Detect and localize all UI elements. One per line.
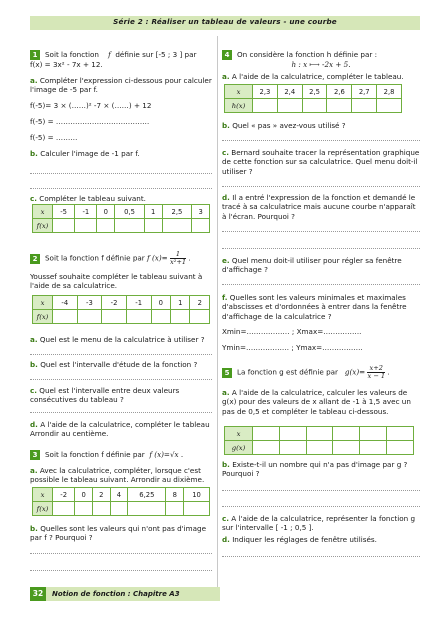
table-cell: 2,8: [377, 85, 402, 99]
table-row: [225, 85, 402, 99]
table-cell-empty[interactable]: [387, 427, 414, 441]
answer-line: [222, 506, 420, 507]
table-cell-empty[interactable]: [170, 310, 189, 324]
answer-line: [222, 556, 420, 557]
ex2-fraction: $\frac{1}{\text{x²+1}}$: [169, 250, 187, 266]
table-cell: -3: [77, 296, 102, 310]
answer-line: [30, 412, 212, 413]
ex5-number: 5: [222, 368, 232, 378]
table-cell: 1: [170, 296, 189, 310]
ex3-intro: 3 Soit la fonction f définie par f (x)=√x .: [30, 450, 212, 460]
table-cell-empty[interactable]: [333, 441, 360, 455]
ex4-ymin-ymax: Ymin=……………… ; Ymax=……………..: [222, 343, 363, 352]
ex4-xmin-xmax: Xmin=……………… ; Xmax=…………….: [222, 327, 362, 336]
answer-line: [30, 188, 212, 189]
ex2-question-b: b. Quel est l'intervalle d'étude de la fonction ?: [30, 360, 198, 369]
answer-line: [222, 140, 420, 141]
table-cell-empty[interactable]: [306, 441, 333, 455]
table-cell-empty[interactable]: [279, 427, 306, 441]
page-number: 32: [30, 587, 46, 601]
ex2-value-table: [32, 295, 210, 324]
table-row: [225, 427, 414, 441]
table-header-fx: f(x): [33, 219, 53, 233]
table-cell-empty[interactable]: [115, 219, 145, 233]
ex5-fraction: $\frac{x+2}{x - 1}$: [367, 364, 386, 380]
ex3-question-b: b. Quelles sont les valeurs qui n'ont pas d'image par f ? Pourquoi ?: [30, 524, 207, 543]
ex4-intro: 4 On considère la fonction h définie par :: [222, 50, 420, 60]
ex4-question-c: c. Bernard souhaite tracer la représentation graphique de cette fonction sur sa calculatrice. Quel menu doit-il utiliser ?: [222, 148, 420, 176]
table-cell: -4: [53, 296, 78, 310]
ex1-line3: f(-5) = ………: [30, 133, 78, 142]
table-cell-empty[interactable]: [75, 219, 97, 233]
table-cell: 2,4: [277, 85, 302, 99]
table-cell-empty[interactable]: [53, 502, 75, 516]
page-header: [30, 16, 420, 30]
ex1-number: 1: [30, 50, 40, 60]
table-header-x: x: [33, 488, 53, 502]
table-cell: -1: [126, 296, 151, 310]
table-cell: 2,5: [162, 205, 192, 219]
ex1-question-b: b. Calculer l'image de -1 par f.: [30, 149, 140, 158]
table-cell-empty[interactable]: [184, 502, 210, 516]
answer-line: [30, 354, 212, 355]
table-cell-empty[interactable]: [190, 310, 210, 324]
table-row: [33, 296, 210, 310]
table-cell: 0: [151, 296, 170, 310]
ex5-value-table: [224, 426, 414, 455]
table-cell-empty[interactable]: [302, 99, 327, 113]
table-header-x: x: [225, 85, 253, 99]
ex2-intro: 2 Soit la fonction f définie par f (x)= $\frac{1}{\text{x²+1}}$ .: [30, 251, 212, 266]
answer-line: [222, 248, 420, 249]
table-cell-empty[interactable]: [277, 99, 302, 113]
table-cell-empty[interactable]: [53, 310, 78, 324]
ex1-intro: 1 Soit la fonction f définie sur [-5 ; 3 ] par: [30, 50, 212, 60]
table-cell-empty[interactable]: [53, 219, 75, 233]
ex4-question-e: e. Quel menu doit-il utiliser pour régler sa fenêtre d'affichage ?: [222, 256, 402, 275]
ex1-line1: f(-5)= 3 × (……)² -7 × (……) + 12: [30, 101, 152, 110]
table-cell-empty[interactable]: [253, 427, 280, 441]
table-cell: 0: [75, 488, 93, 502]
ex3-question-a: a. Avec la calculatrice, compléter, lorsque c'est possible le tableau suivant. Arrondir au dixième.: [30, 466, 205, 485]
table-cell-empty[interactable]: [110, 502, 128, 516]
table-row: [225, 441, 414, 455]
ex4-question-a: a. A l'aide de la calculatrice, compléter le tableau.: [222, 72, 404, 81]
ex3-number: 3: [30, 450, 40, 460]
table-cell-empty[interactable]: [97, 219, 115, 233]
table-cell-empty[interactable]: [75, 502, 93, 516]
table-cell-empty[interactable]: [279, 441, 306, 455]
ex2-text: Youssef souhaite compléter le tableau suivant à l'aide de sa calculatrice.: [30, 272, 203, 291]
answer-line: [222, 186, 420, 187]
page-footer: [46, 587, 220, 601]
table-cell: -2: [53, 488, 75, 502]
table-cell: 10: [184, 488, 210, 502]
ex2-question-a: a. Quel est le menu de la calculatrice à utiliser ?: [30, 335, 205, 344]
table-row: [33, 219, 210, 233]
table-cell: -2: [102, 296, 127, 310]
ex1-value-table: [32, 204, 210, 233]
table-cell-empty[interactable]: [162, 219, 192, 233]
ex4-value-table: [224, 84, 402, 113]
column-divider: [217, 36, 218, 588]
table-cell-empty[interactable]: [144, 219, 162, 233]
table-cell-empty[interactable]: [360, 427, 387, 441]
table-cell-empty[interactable]: [352, 99, 377, 113]
ex4-question-d: d. Il a entré l'expression de la fonction et demandé le tracé à sa calculatrice mais aucune courbe n'apparaît à l'écran. Pourquoi ?: [222, 193, 416, 221]
table-header-fx: f(x): [33, 310, 53, 324]
table-cell: 3: [192, 205, 210, 219]
table-cell: 4: [110, 488, 128, 502]
table-cell-empty[interactable]: [128, 502, 166, 516]
table-cell: -5: [53, 205, 75, 219]
table-cell: 2: [92, 488, 110, 502]
table-cell-empty[interactable]: [192, 219, 210, 233]
table-cell-empty[interactable]: [253, 441, 280, 455]
table-cell-empty[interactable]: [377, 99, 402, 113]
answer-line: [222, 490, 420, 491]
ex5-question-d: d. Indiquer les réglages de fenêtre utilisés.: [222, 535, 377, 544]
ex5-question-a: a. A l'aide de la calculatrice, calculer les valeurs de g(x) pour des valeurs de x allant de -1 à 1,5 avec un pas de 0,5 et compléter le tableau ci-dessous.: [222, 388, 411, 416]
ex2-number: 2: [30, 254, 40, 264]
table-cell: 8: [166, 488, 184, 502]
table-cell: 2,6: [327, 85, 352, 99]
ex1-question-c: c. Compléter le tableau suivant.: [30, 194, 146, 203]
answer-line: [30, 379, 212, 380]
table-header-x: x: [225, 427, 253, 441]
table-row: [33, 502, 210, 516]
footer-title: Notion de fonction : Chapitre A3: [52, 590, 180, 598]
answer-line: [30, 553, 212, 554]
table-cell: 2,7: [352, 85, 377, 99]
right-column: [222, 38, 420, 583]
table-header-fx: f(x): [33, 502, 53, 516]
table-cell: 1: [144, 205, 162, 219]
table-cell: 0: [97, 205, 115, 219]
table-cell-empty[interactable]: [253, 99, 278, 113]
table-cell: 0,5: [115, 205, 145, 219]
ex5-intro: 5 La fonction g est définie par g(x)= $\frac{x+2}{x - 1}$ .: [222, 365, 420, 380]
table-cell-empty[interactable]: [360, 441, 387, 455]
table-cell: 6,25: [128, 488, 166, 502]
ex4-question-f: f. Quelles sont les valeurs minimales et maximales d'abscisses et d'ordonnées à entrer dans la fenêtre d'affichage de la calculatrice ?: [222, 293, 407, 321]
table-row: [225, 99, 402, 113]
answer-line: [30, 173, 212, 174]
table-cell-empty[interactable]: [306, 427, 333, 441]
ex5-question-c: c. A l'aide de la calculatrice, représenter la fonction g sur l'intervalle [ -1 ; 0,5 ].: [222, 514, 416, 533]
ex4-question-b: b. Quel « pas » avez-vous utilisé ?: [222, 121, 346, 130]
page-title: Série 2 : Réaliser un tableau de valeurs - une courbe: [113, 17, 337, 26]
ex4-number: 4: [222, 50, 232, 60]
table-row: [33, 310, 210, 324]
table-cell-empty[interactable]: [333, 427, 360, 441]
table-row: [33, 205, 210, 219]
table-cell-empty[interactable]: [327, 99, 352, 113]
table-cell: 2,5: [302, 85, 327, 99]
table-header-fx: g(x): [225, 441, 253, 455]
answer-line: [222, 231, 420, 232]
ex1-formula: f(x) = 3x² - 7x + 12.: [30, 60, 103, 69]
answer-line: [222, 284, 420, 285]
ex2-question-d: d. A l'aide de la calculatrice, compléter le tableau Arrondir au centième.: [30, 420, 210, 439]
table-cell: 2: [190, 296, 210, 310]
table-row: [33, 488, 210, 502]
table-cell-empty[interactable]: [151, 310, 170, 324]
ex2-question-c: c. Quel est l'intervalle entre deux valeurs consécutives du tableau ?: [30, 386, 180, 405]
table-cell: -1: [75, 205, 97, 219]
ex1-question-a: a. Compléter l'expression ci-dessous pour calculer l'image de -5 par f.: [30, 76, 212, 95]
answer-line: [30, 570, 212, 571]
table-header-x: x: [33, 205, 53, 219]
table-cell-empty[interactable]: [387, 441, 414, 455]
table-cell: 2,3: [253, 85, 278, 99]
table-cell-empty[interactable]: [126, 310, 151, 324]
left-column: [30, 38, 212, 583]
table-cell-empty[interactable]: [77, 310, 102, 324]
ex5-question-b: b. Existe-t-il un nombre qui n'a pas d'image par g ? Pourquoi ?: [222, 460, 408, 479]
ex4-formula: h : x ⟼ -2x + 5.: [291, 60, 351, 69]
ex1-line2: f(-5) = …………………………………: [30, 117, 150, 126]
table-header-fx: h(x): [225, 99, 253, 113]
table-cell-empty[interactable]: [92, 502, 110, 516]
ex3-value-table: [32, 487, 210, 516]
table-cell-empty[interactable]: [102, 310, 127, 324]
table-header-x: x: [33, 296, 53, 310]
table-cell-empty[interactable]: [166, 502, 184, 516]
